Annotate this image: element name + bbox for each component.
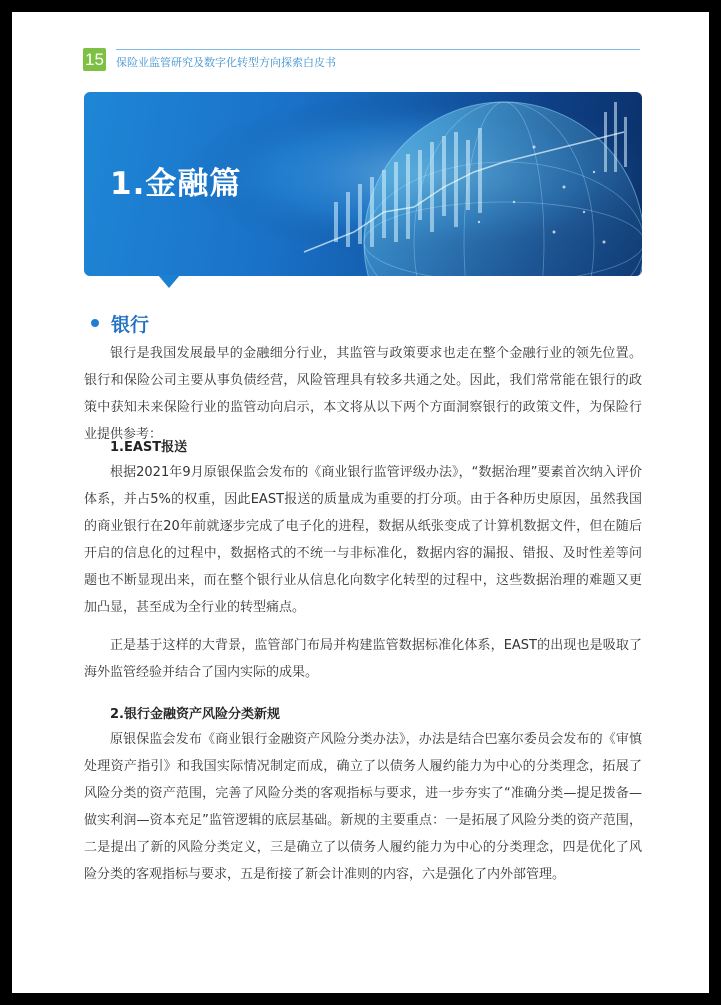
banner-pointer bbox=[158, 275, 180, 288]
east-paragraph-1: 根据2021年9月原银保监会发布的《商业银行监管评级办法》，“数据治理”要素首次纳入评价体系，并占5%的权重，因此EAST报送的质量成为重要的打分项。由于各种历史原因，虽然我国的商业银行在20年前就逐步完成了电子化的进程，数据从纸张变成了计算机数据文件，但在随后开启的信息化的过程中，数据格式的不统一与非标准化，数据内容的漏报、错报、及时性差等问题也不断显现出来，而在整个银行业从信息化向数字化转型的过程中，这些数据治理的难题又更加凸显，甚至成为全行业的转型痛点。 bbox=[84, 465, 642, 615]
document-page bbox=[12, 12, 709, 993]
document-title: 保险业监管研究及数字化转型方向探索白皮书 bbox=[116, 56, 336, 69]
subheading-risk: 2.银行金融资产风险分类新规 bbox=[110, 707, 280, 722]
bullet-dot-icon bbox=[91, 319, 99, 327]
chapter-title: 1.金融篇 bbox=[110, 166, 242, 202]
subheading-east: 1.EAST报送 bbox=[110, 440, 188, 455]
header-rule bbox=[116, 49, 640, 50]
chapter-banner bbox=[84, 92, 642, 276]
risk-paragraph: 原银保监会发布《商业银行金融资产风险分类办法》，办法是结合巴塞尔委员会发布的《审慎处理资产指引》和我国实际情况制定而成，确立了以债务人履约能力为中心的分类理念，拓展了风险分类的资产范围，完善了风险分类的客观指标与要求，进一步夯实了“准确分类—提足拨备—做实利润—资本充足”监管逻辑的底层基础。新规的主要重点：一是拓展了风险分类的资产范围，二是提出了新的风险分类定义，三是确立了以债务人履约能力为中心的分类理念，四是优化了风险分类的客观指标与要求，五是衔接了新会计准则的内容，六是强化了内外部管理。 bbox=[84, 732, 642, 882]
section-title: 银行 bbox=[111, 314, 150, 336]
page-number-badge: 15 bbox=[83, 48, 106, 71]
east-paragraph-2: 正是基于这样的大背景，监管部门布局并构建监管数据标准化体系，EAST的出现也是吸取了海外监管经验并结合了国内实际的成果。 bbox=[84, 638, 642, 680]
intro-paragraph: 银行是我国发展最早的金融细分行业，其监管与政策要求也走在整个金融行业的领先位置。银行和保险公司主要从事负债经营，风险管理具有较多共通之处。因此，我们常常能在银行的政策中获知未来保险行业的监管动向启示，本文将从以下两个方面洞察银行的政策文件，为保险行业提供参考： bbox=[84, 346, 642, 442]
